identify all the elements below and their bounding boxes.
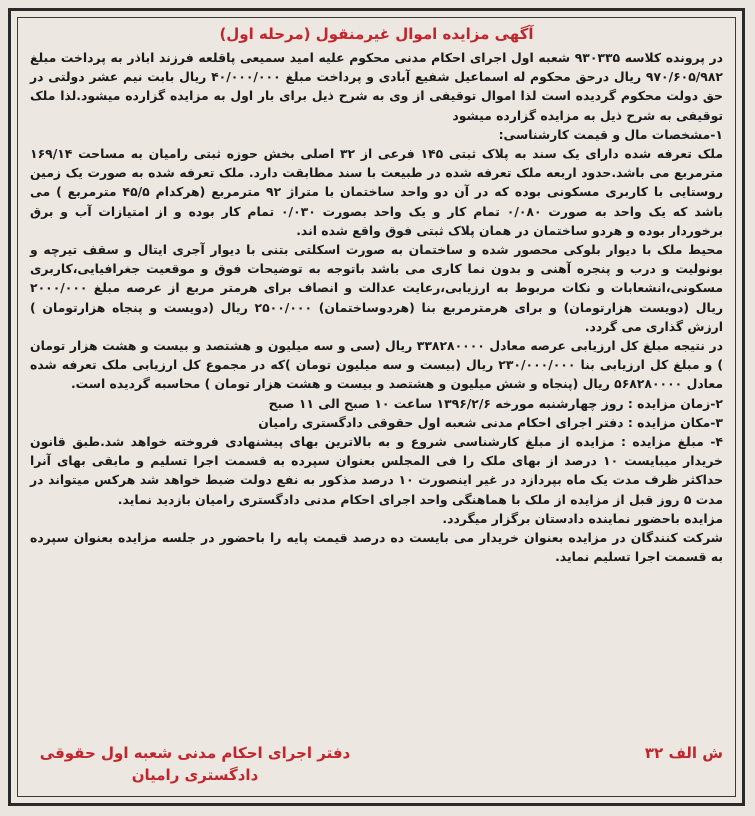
notice-code: ش الف ۳۲: [644, 744, 723, 762]
notice-footer: [30, 742, 723, 788]
paragraph-prosecutor: مزایده باحضور نماینده دادستان برگزار میگردد.: [442, 510, 723, 526]
paragraph-intro: در پرونده کلاسه ۹۳۰۳۳۵ شعبه اول اجرای احکام مدنی محکوم علیه امید سمیعی پاقلعه فرزند اباذر به پرداخت مبلغ ۹۷۰/۶۰۵/۹۸۲ ریال درحق محکوم له اسماعیل شفیع آبادی و پرداخت مبلغ ۴۰/۰۰۰/۰۰۰ ریال بابت نیم عشر دولتی در حق دولت محکوم گردیده است لذا اموال توقیفی از وی به شرح ذیل برای بار اول به مزایده گزارده میشود.لذا ملک توقیفی به شرح ذیل به مزایده گزارده میشود: [30, 50, 724, 123]
notice-body: [30, 48, 723, 566]
notice-frame: [17, 17, 736, 797]
paragraph-section-1-heading: ۱-مشخصات مال و قیمت کارشناسی:: [498, 126, 723, 142]
notice-border: [8, 8, 745, 806]
notice-title: آگهی مزایده اموال غیرمنقول (مرحله اول): [219, 25, 534, 43]
notice-signature: دفتر اجرای احکام مدنی شعبه اول حقوقی دادگستری رامیان: [39, 744, 351, 784]
paragraph-auction-time: ۲-زمان مزایده : روز چهارشنبه مورخه ۱۳۹۶/۲/۶ ساعت ۱۰ صبح الی ۱۱ صبح: [268, 395, 723, 411]
paragraph-building-details: محیط ملک با دیوار بلوکی محصور شده و ساختمان به صورت اسکلتی بتنی با دیوار آجری ایتال و سقف تیرچه و بونولیت و درب و پنجره آهنی و بدون نما کاری می باشد باتوجه به توضیحات فوق و موقعیت جغرافیایی،کاربری مسکونی،انشعابات و نکات مربوط به ارزیابی،رعایت عدالت و انصاف برای هرمتر مربع از عرصه مبلغ ۲۰۰۰/۰۰۰ ریال (دویست هزارتومان) و برای هرمترمربع بنا (هردوساختمان) ۲۵۰۰/۰۰۰ ریال (دویست و پنجاه هزارتومان ) ارزش گذاری می گردد.: [30, 242, 723, 334]
paragraph-property-description: ملک تعرفه شده دارای یک سند به پلاک ثبتی ۱۴۵ فرعی از ۳۲ اصلی بخش حوزه ثبتی رامیان به مساحت ۱۶۹/۱۴ مترمربع می باشد.حدود اربعه ملک تعرفه شده در طبیعت با سند مطابقت دارد. ملک تعرفه شده به صورت یک زمین روستایی با کاربری مسکونی بوده که در آن دو واحد ساختمان با متراژ ۹۲ مترمربع (هرکدام ۴۵/۵ مترمربع ) می باشد که یک واحد به صورت ۰/۰۸۰ تمام کار و یک واحد بصورت ۰/۰۳۰ تمام کار بوده و از امتیازات آب و برق برخوردار بوده و هردو ساختمان در همان پلاک ثبتی فوق واقع شده اند.: [30, 146, 723, 238]
paragraph-auction-terms: ۴- مبلغ مزایده : مزایده از مبلغ کارشناسی شروع و به بالاترین بهای پیشنهادی فروخته خواهد شد.طبق قانون خریدار میبایست ۱۰ درصد از بهای ملک را فی المجلس بعنوان سپرده به قسمت اجرا تسلیم و مابقی بهای آنرا حداکثر ظرف مدت یک ماه بپردازد در غیر اینصورت ۱۰ درصد مذکور به نفع دولت ضبط خواهد شد هرکس میتواند در مدت ۵ روز قبل از مزایده از ملک با هماهنگی واحد اجرای احکام مدنی دادگستری رامیان بازدید نماید.: [30, 434, 724, 507]
paragraph-deposit: شرکت کنندگان در مزایده بعنوان خریدار می بایست ده درصد قیمت پایه را باحضور در جلسه مزایده بعنوان سپرده به قسمت اجرا تسلیم نماید.: [30, 530, 723, 565]
paragraph-auction-place: ۳-مکان مزایده : دفتر اجرای احکام مدنی شعبه اول حقوقی دادگستری رامیان: [258, 414, 723, 430]
paragraph-valuation-total: در نتیجه مبلغ کل ارزیابی عرصه معادل ۳۳۸۲۸۰۰۰۰ ریال (سی و سه میلیون و هشتصد و بیست و هشت هزار تومان ) و مبلغ کل ارزیابی بنا ۲۳۰/۰۰۰/۰۰۰ ریال (بیست و سه میلیون تومان )که در مجموع کل ارزیابی ملک تعرفه شده معادل ۵۶۸۲۸۰۰۰۰ ریال (پنجاه و شش میلیون و هشتصد و بیست و هشت هزار تومان ) محاسبه گردیده است.: [30, 338, 723, 392]
